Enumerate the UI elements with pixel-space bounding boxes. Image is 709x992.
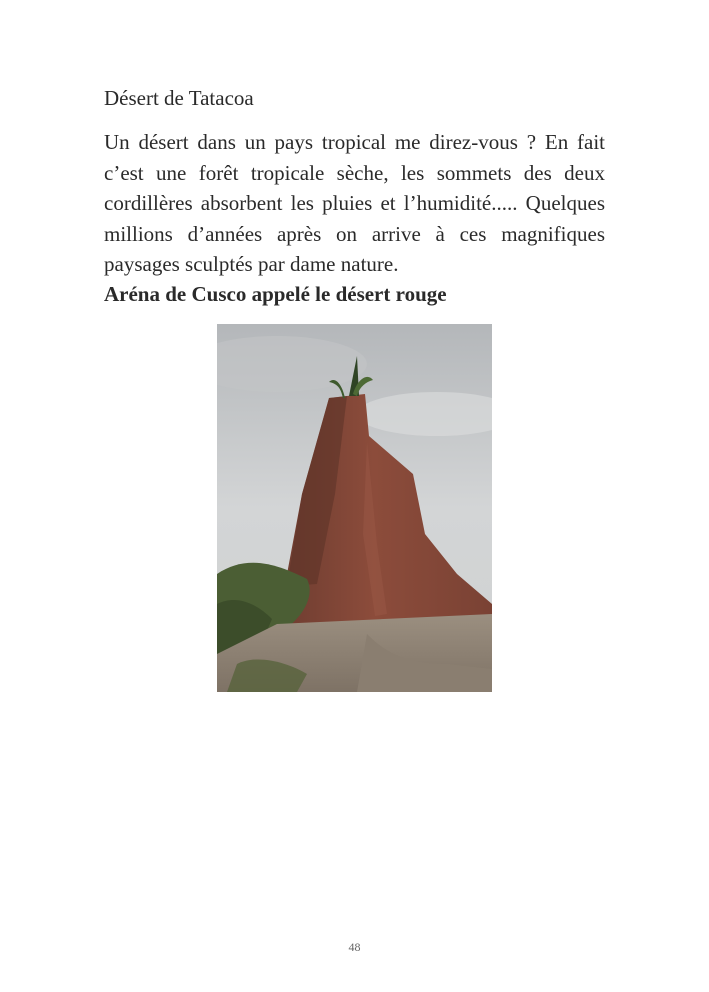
section-heading: Désert de Tatacoa (104, 86, 254, 110)
rock-formation-photo (217, 324, 492, 692)
page-number: 48 (348, 940, 361, 954)
photo-caption-heading: Aréna de Cusco appelé le désert rouge (104, 282, 447, 306)
body-paragraph: Un désert dans un pays tropical me direz-vous ? En fait c’est une forêt tropicale sèche, les sommets des deux cordillères absorbent les pluies et l’humidité..... Quelques millions d’années après on arrive à ces magnifiques paysages sculptés par dame nature. (104, 130, 605, 276)
